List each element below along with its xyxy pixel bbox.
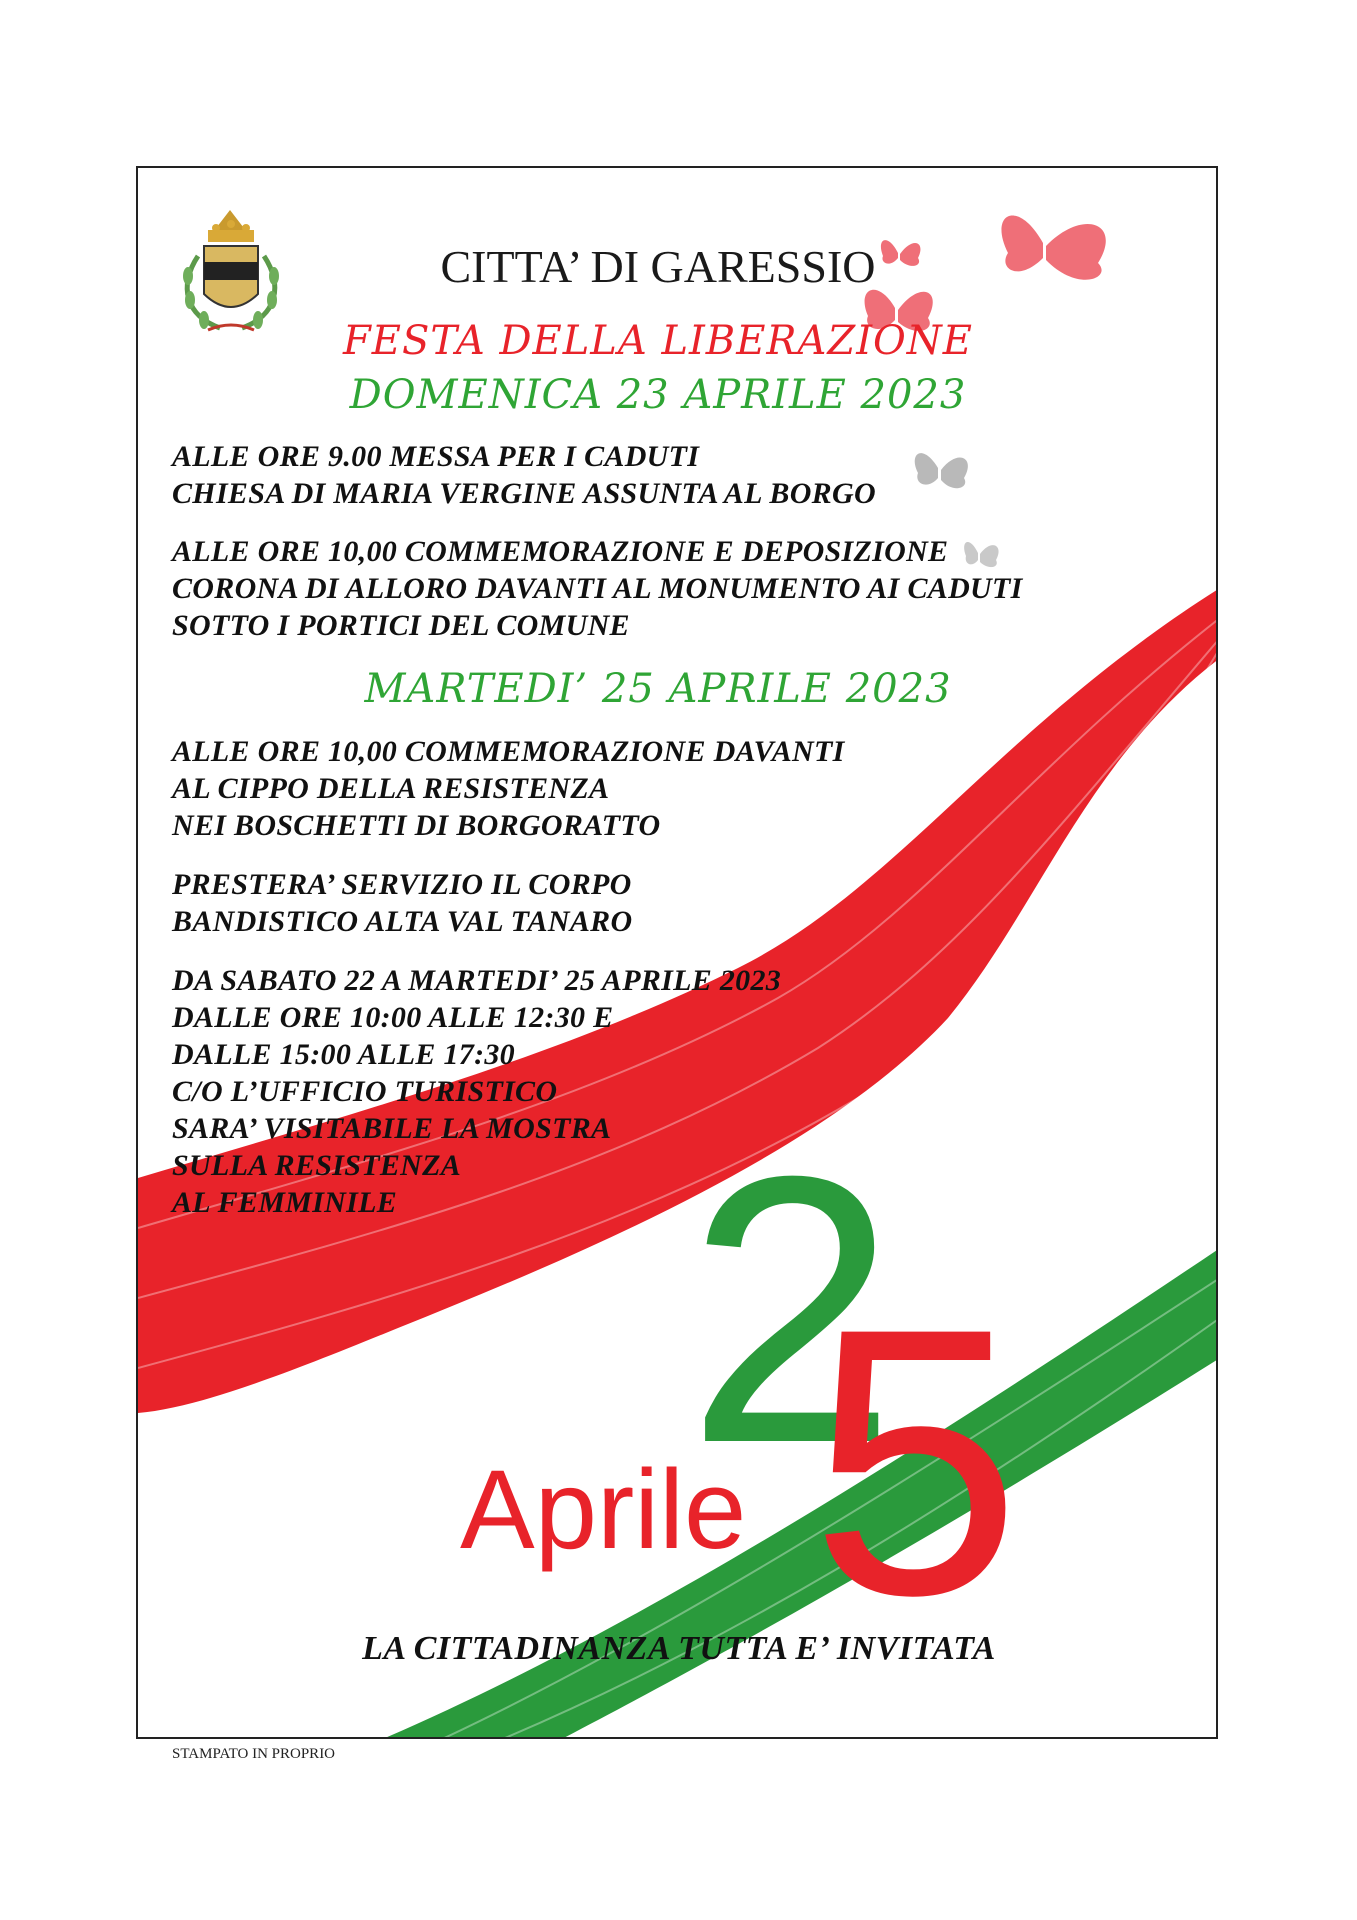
mostra-line: DALLE 15:00 ALLE 17:30 <box>172 1038 515 1071</box>
mostra-line: SARA’ VISITABILE LA MOSTRA <box>172 1112 612 1145</box>
domenica-date: DOMENICA 23 APRILE 2023 <box>349 372 967 418</box>
mostra-line: DA SABATO 22 A MARTEDI’ 25 APRILE 2023 <box>172 964 782 997</box>
city-title: CITTA’ DI GARESSIO <box>440 241 876 292</box>
mostra-block <box>172 962 781 1221</box>
print-note: STAMPATO IN PROPRIO <box>172 1746 336 1762</box>
banda-line: PRESTERA’ SERVIZIO IL CORPO <box>172 868 632 901</box>
mostra-line: AL FEMMINILE <box>172 1186 398 1219</box>
mostra-line: SULLA RESISTENZA <box>172 1149 462 1182</box>
mostra-line: DALLE ORE 10:00 ALLE 12:30 E <box>172 1001 614 1034</box>
festa-title: FESTA DELLA LIBERAZIONE <box>343 318 973 364</box>
commemorazione-line: CORONA DI ALLORO DAVANTI AL MONUMENTO AI CADUTI <box>172 572 1023 605</box>
aprile-label: Aprile <box>460 1447 747 1572</box>
messa-line: ALLE ORE 9.00 MESSA PER I CADUTI <box>172 440 700 473</box>
poster-frame <box>136 166 1218 1739</box>
cippo-line: AL CIPPO DELLA RESISTENZA <box>172 772 610 805</box>
butterfly-icon <box>915 453 968 488</box>
commemorazione-block <box>172 533 1023 644</box>
cippo-line: ALLE ORE 10,00 COMMEMORAZIONE DAVANTI <box>172 735 845 768</box>
big-digit-2: 2 <box>686 1097 898 1522</box>
messa-line: CHIESA DI MARIA VERGINE ASSUNTA AL BORGO <box>172 477 876 510</box>
banda-line: BANDISTICO ALTA VAL TANARO <box>172 905 633 938</box>
cippo-line: NEI BOSCHETTI DI BORGORATTO <box>172 809 661 842</box>
butterfly-icon <box>1001 215 1105 279</box>
mostra-line: C/O L’UFFICIO TURISTICO <box>172 1075 558 1108</box>
messa-block <box>172 438 876 512</box>
banda-block <box>172 866 632 940</box>
cippo-block <box>172 733 845 844</box>
martedi-date: MARTEDI’ 25 APRILE 2023 <box>364 666 952 712</box>
invitation-line: LA CITTADINANZA TUTTA E’ INVITATA <box>362 1630 996 1667</box>
big-digit-5: 5 <box>810 1249 1022 1674</box>
commemorazione-line: SOTTO I PORTICI DEL COMUNE <box>172 609 630 642</box>
coat-of-arms-icon <box>183 210 279 330</box>
commemorazione-line: ALLE ORE 10,00 COMMEMORAZIONE E DEPOSIZIONE <box>172 535 949 568</box>
